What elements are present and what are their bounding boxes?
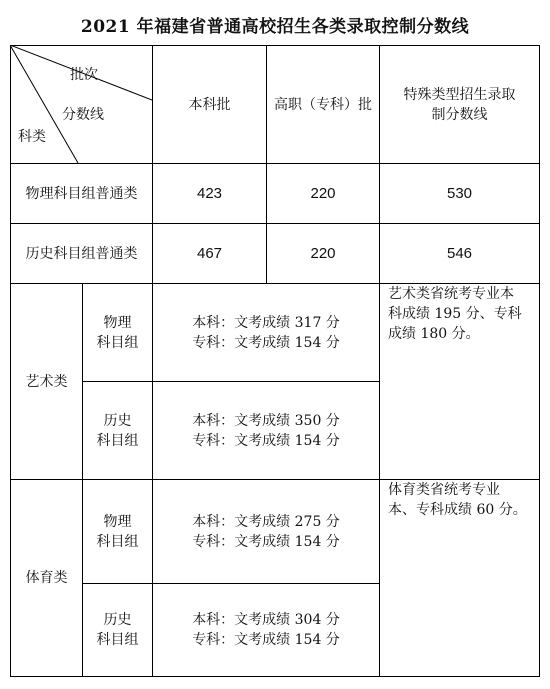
- header-special-line-1: 特殊类型招生录取: [403, 86, 516, 103]
- sports-physics-group-line-1: 物理: [103, 513, 132, 530]
- sports-physics-undergrad-score: 本科：文考成绩 275 分: [192, 513, 340, 530]
- sports-history-group-line-1: 历史: [103, 612, 132, 628]
- sports-history-scores: [153, 584, 379, 676]
- art-history-vocational-score: 专科：文考成绩 154 分: [192, 432, 340, 449]
- row-physics-undergrad: 423: [196, 184, 223, 202]
- sports-history-group-line-2: 科目组: [96, 632, 139, 648]
- sports-label: 体育类: [25, 570, 68, 586]
- header-undergrad: [153, 46, 266, 163]
- art-physics-group: [83, 284, 152, 381]
- art-physics-scores: [153, 284, 379, 381]
- row-history-label-text: 历史科目组普通类: [25, 245, 138, 262]
- art-label: 艺术类: [25, 373, 68, 390]
- sports-history-undergrad-score: 本科：文考成绩 304 分: [192, 612, 340, 628]
- corner-label-score: 分数线: [62, 107, 104, 123]
- sports-note-line-1: 体育类省统考专业: [388, 482, 500, 498]
- art-physics-vocational-score: 专科：文考成绩 154 分: [192, 334, 340, 351]
- art-history-group-line-1: 历史: [103, 412, 132, 429]
- corner-label-batch: 批次: [70, 67, 98, 83]
- art-history-group: [83, 382, 152, 479]
- sports-physics-group: [83, 480, 152, 583]
- row-history-undergrad: 467: [196, 244, 223, 262]
- row-physics-vocational: 220: [310, 184, 336, 202]
- art-physics-group-line-2: 科目组: [96, 334, 139, 351]
- table-border-right: [539, 45, 540, 677]
- row-physics-special: 530: [446, 184, 473, 202]
- header-undergrad-label: 本科批: [188, 96, 231, 113]
- table-border-bottom: [10, 676, 540, 677]
- header-vocational-label: 高职（专科）批: [274, 96, 372, 113]
- header-special: [380, 46, 539, 163]
- row-history-special: 546: [446, 244, 473, 262]
- sports-history-vocational-score: 专科：文考成绩 154 分: [192, 632, 340, 648]
- sports-history-group: [83, 584, 152, 676]
- sports-note-line-2: 本、专科成绩 60 分。: [388, 502, 527, 518]
- art-history-scores: [153, 382, 379, 479]
- sports-note: [380, 480, 539, 676]
- art-note-line-1: 艺术类省统考专业本: [388, 286, 514, 302]
- row-physics-label: [11, 164, 152, 223]
- art-note-line-3: 成绩 180 分。: [388, 326, 480, 342]
- page-title: 2021 年福建省普通高校招生各类录取控制分数线: [80, 17, 470, 37]
- corner-label-subject: 科类: [18, 129, 46, 145]
- row-history-vocational: 220: [310, 244, 336, 262]
- art-note: [380, 284, 539, 479]
- art-history-group-line-2: 科目组: [96, 432, 139, 449]
- sports-physics-group-line-2: 科目组: [96, 533, 139, 550]
- row-history-label: [11, 224, 152, 283]
- art-note-line-2: 科成绩 195 分、专科: [388, 306, 522, 322]
- header-vocational: [267, 46, 379, 163]
- sports-physics-vocational-score: 专科：文考成绩 154 分: [192, 533, 340, 550]
- header-special-line-2: 制分数线: [431, 106, 488, 123]
- art-history-undergrad-score: 本科：文考成绩 350 分: [192, 412, 340, 429]
- sports-physics-scores: [153, 480, 379, 583]
- art-physics-undergrad-score: 本科：文考成绩 317 分: [192, 314, 340, 331]
- art-physics-group-line-1: 物理: [103, 314, 132, 331]
- row-physics-label-text: 物理科目组普通类: [25, 185, 138, 202]
